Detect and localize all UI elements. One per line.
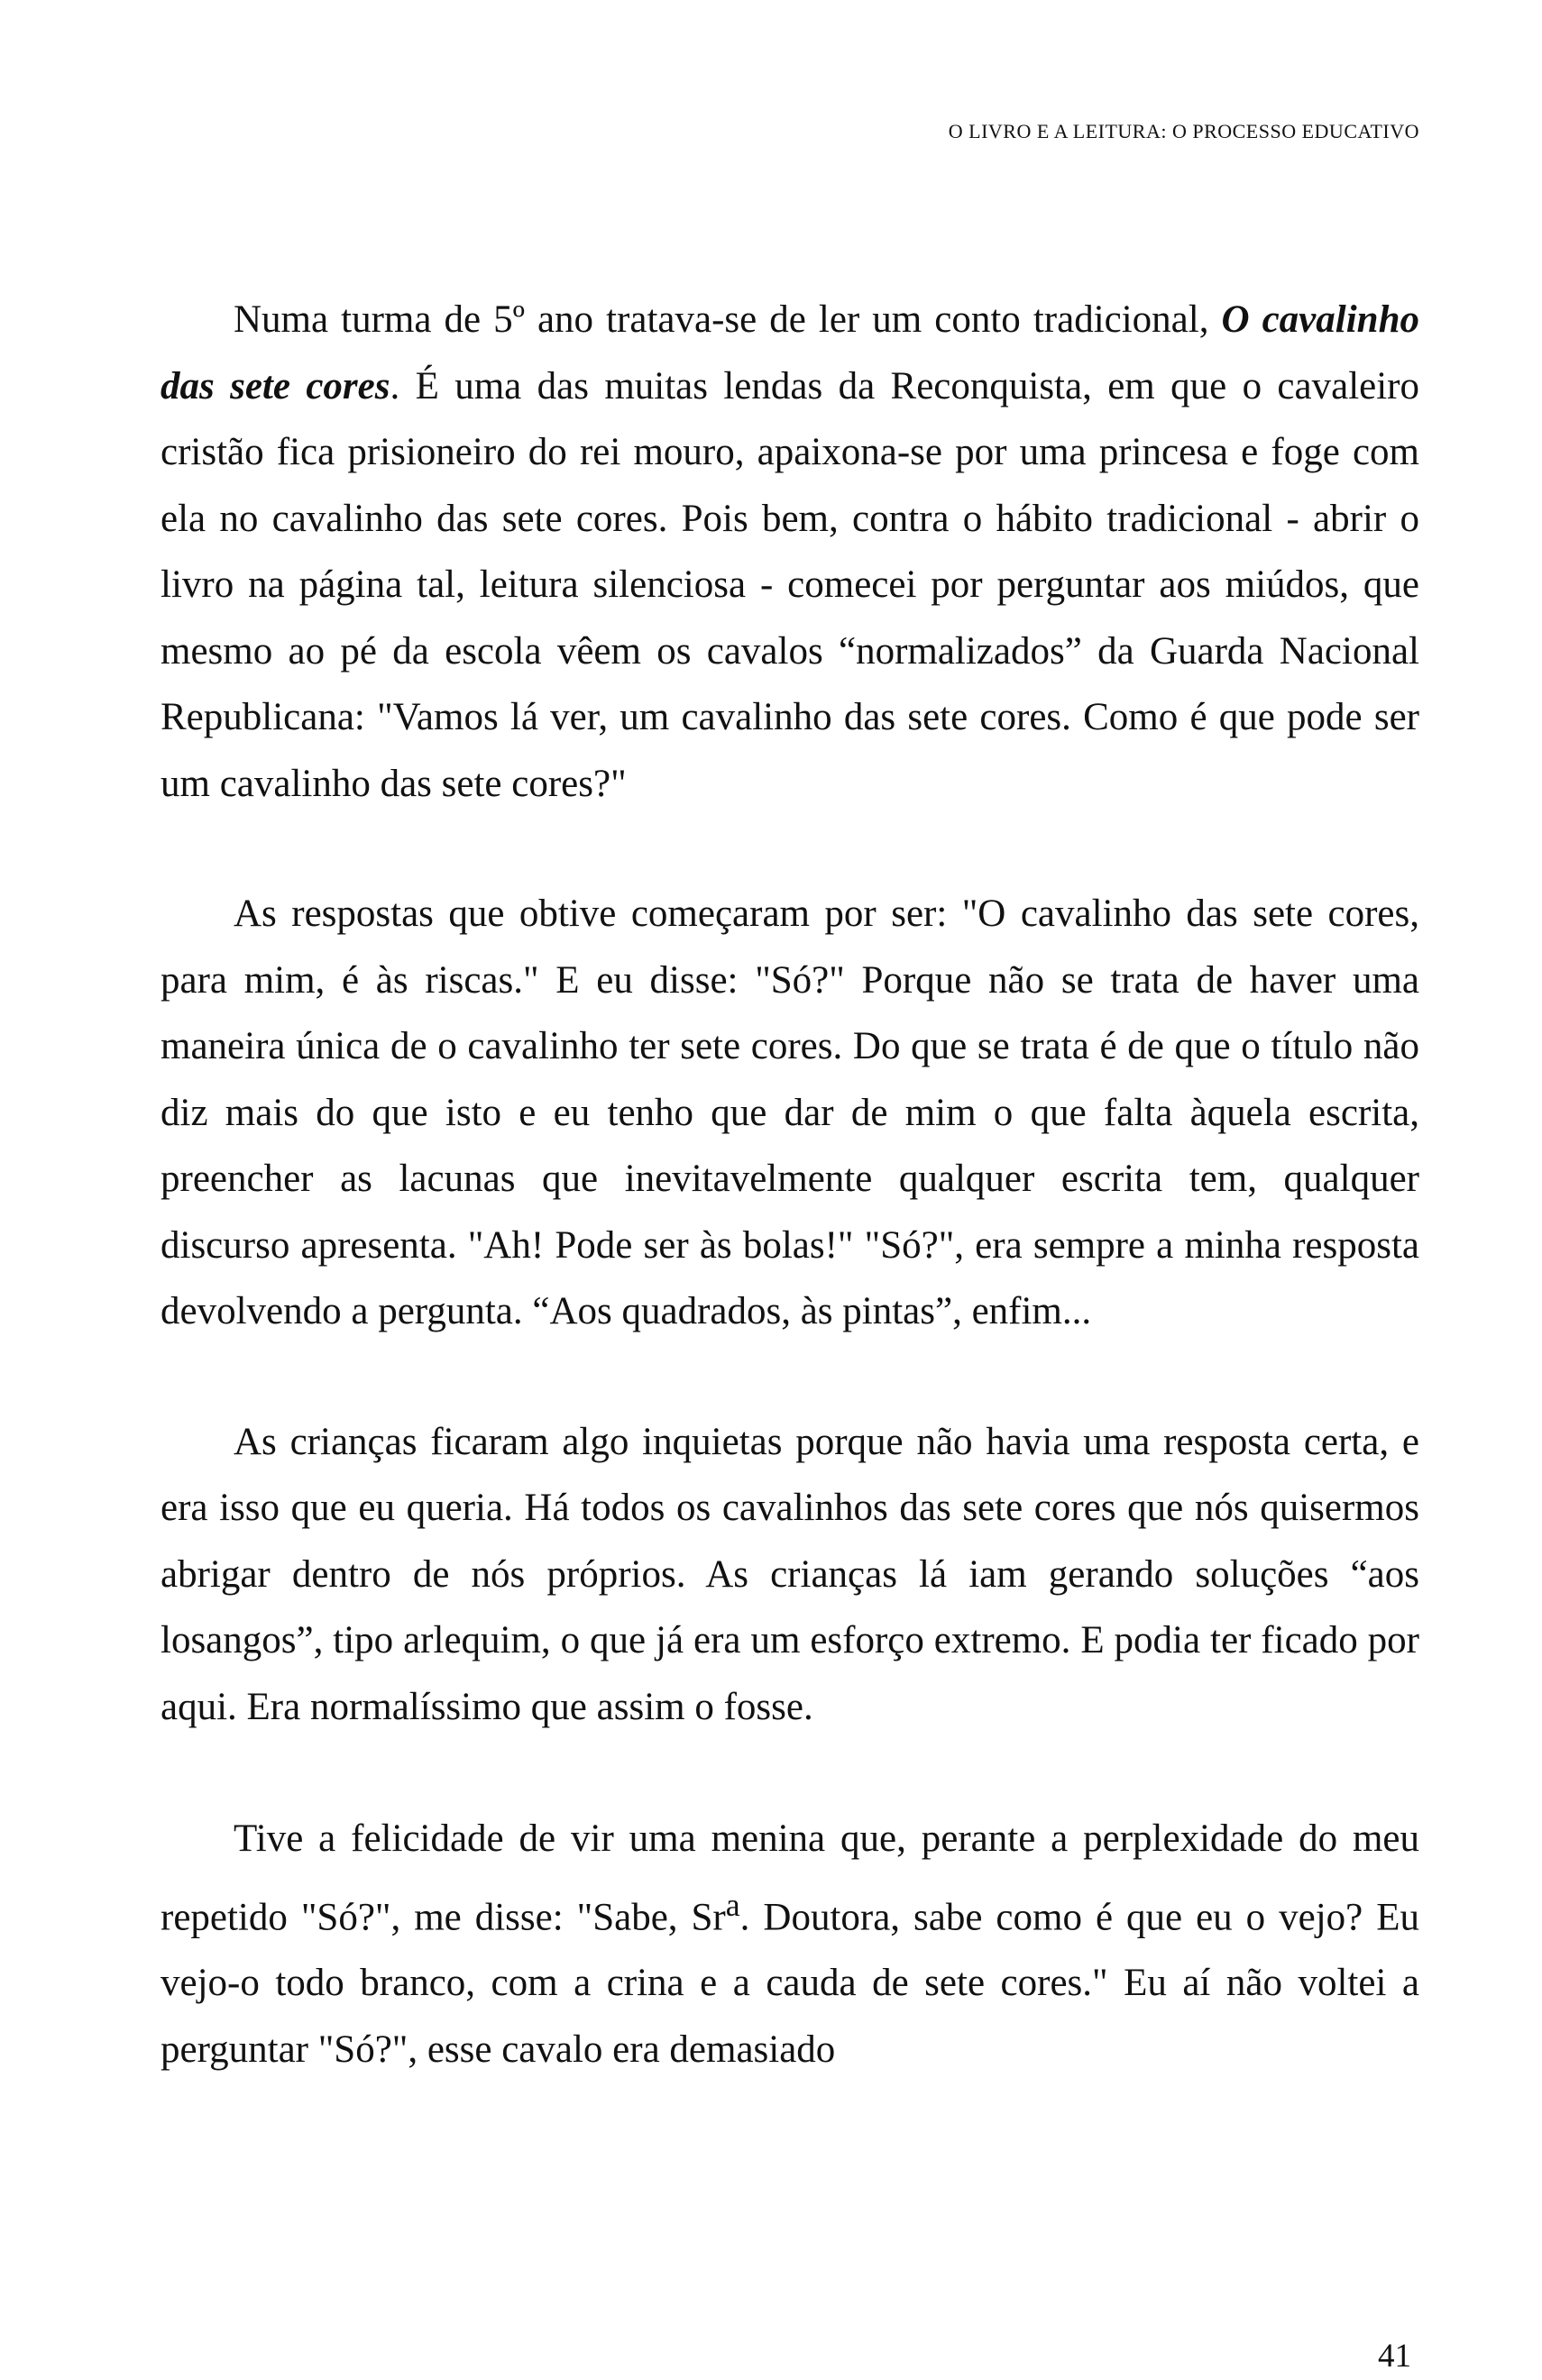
running-header: O LIVRO E A LEITURA: O PROCESSO EDUCATIVO [948,120,1419,142]
superscript-a: a [725,1886,740,1923]
paragraph-1-rest: . É uma das muitas lendas da Reconquista, em que o cavaleiro cristão fica prisioneiro do rei mouro, apaixona-se por uma princesa e foge com ela no cavalinho das sete cores. Pois bem, contra o hábito tradicional - abrir o livro na página tal, leitura silenciosa - comecei por perguntar aos miúdos, que mesmo ao pé da escola vêem os cavalos “normalizados” da Guarda Nacional Republicana: "Vamos lá ver, um cavalinho das sete cores. Como é que pode ser um cavalinho das sete cores?" [161,364,1419,805]
paragraph-1-lead: Numa turma de 5º ano tratava-se de ler um conto tradicional, [234,298,1222,341]
body-text [161,287,1419,2149]
page-number: 41 [1378,2338,1411,2375]
paragraph-1 [161,287,1419,817]
story-title: O cavalinho das sete cores [161,298,1419,407]
paragraph-4 [161,1806,1419,2082]
paragraph-4-lead: Tive a felicidade de vir uma menina que, perante a perplexidade do meu repetido "Só?", me disse: "Sabe, Sr [161,1817,1419,1938]
paragraph-2: As respostas que obtive começaram por ser: "O cavalinho das sete cores, para mim, é às riscas." E eu disse: "Só?" Porque não se trata de haver uma maneira única de o cavalinho ter sete cores. Do que se trata é de que o título não diz mais do que isto e eu tenho que dar de mim o que falta àquela escrita, preencher as lacunas que inevitavelmente qualquer escrita tem, qualquer discurso apresenta. "Ah! Pode ser às bolas!" "Só?", era sempre a minha resposta devolvendo a pergunta. “Aos quadrados, às pintas”, enfim... [161,892,1419,1332]
paragraph-3: As crianças ficaram algo inquietas porque não havia uma resposta certa, e era isso que eu queria. Há todos os cavalinhos das sete cores que nós quisermos abrigar dentro de nós próprios. As crianças lá iam gerando soluções “aos losangos”, tipo arlequim, o que já era um esforço extremo. E podia ter ficado por aqui. Era normalíssimo que assim o fosse. [161,1420,1419,1728]
paragraph-4-rest: . Doutora, sabe como é que eu o vejo? Eu vejo-o todo branco, com a crina e a cauda de sete cores." Eu aí não voltei a perguntar "Só?", esse cavalo era demasiado [161,1895,1420,2071]
